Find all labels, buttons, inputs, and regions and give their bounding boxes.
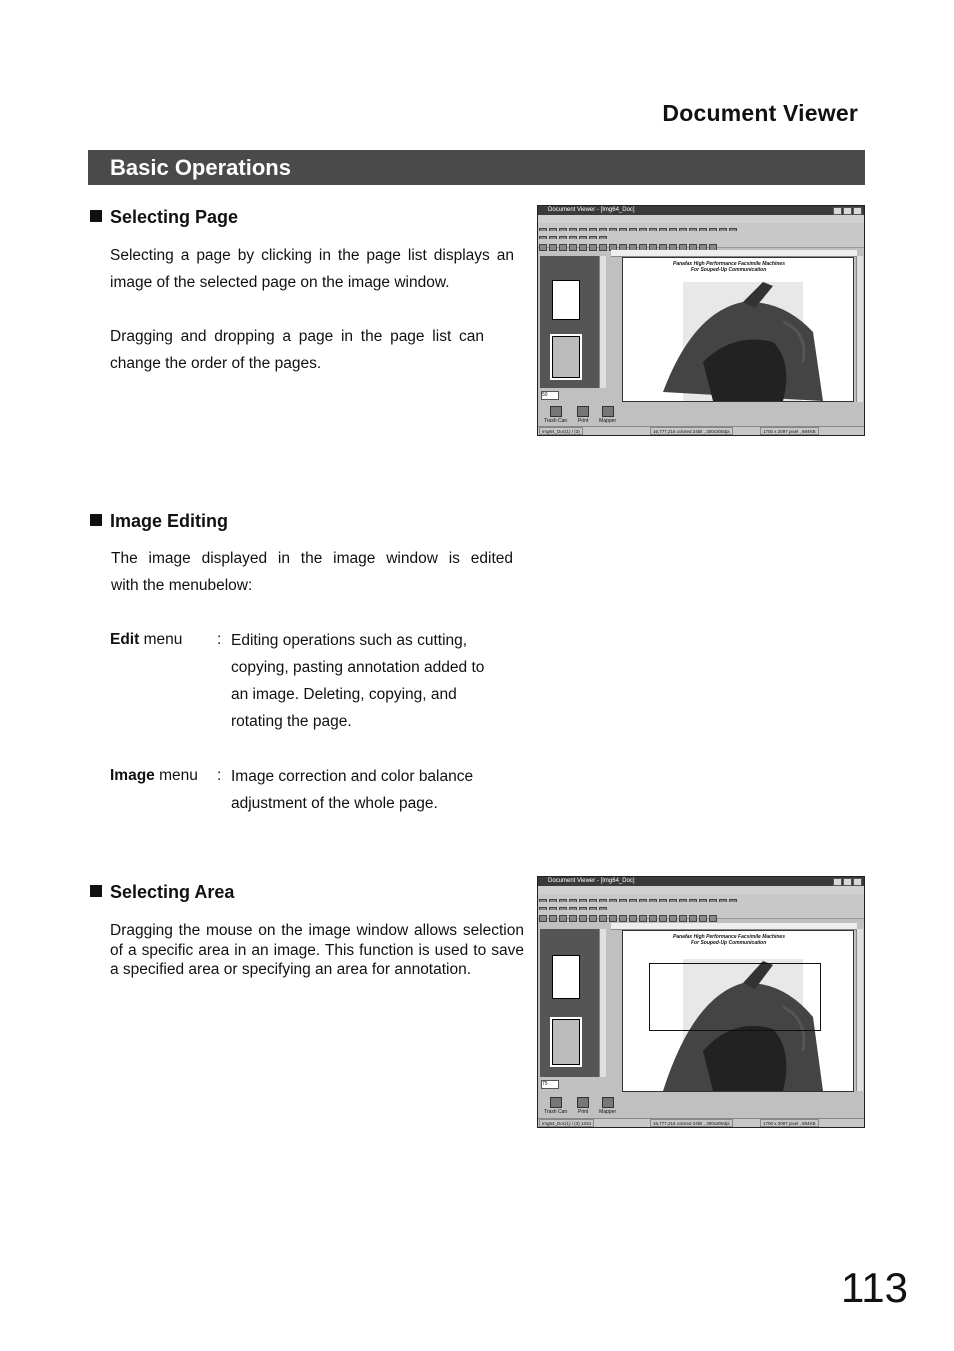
page-list-scrollbar xyxy=(599,929,606,1077)
mapper-button: Mapper xyxy=(599,406,616,424)
image-window: Panafax High Performance Facsimile Machines For Souped-Up Communication xyxy=(622,930,854,1092)
horizontal-ruler xyxy=(611,923,857,930)
page-list xyxy=(540,256,602,388)
minimize-icon xyxy=(833,207,842,215)
image-scrollbar xyxy=(856,256,863,402)
horizontal-ruler xyxy=(611,250,857,257)
page-thumbnail xyxy=(552,955,580,999)
trash-can-icon xyxy=(550,1097,562,1108)
section-banner xyxy=(88,150,865,185)
document-title: Document Viewer xyxy=(662,100,858,126)
mapper-icon xyxy=(602,1097,614,1108)
screenshot-area-select xyxy=(537,876,865,1128)
edit-menu-description: Editing operations such as cutting, copying, pasting annotation added to an image. Deleting, copying, and rotating the page. xyxy=(231,632,485,730)
printer-icon xyxy=(577,1097,589,1108)
maximize-icon xyxy=(843,878,852,886)
page-thumbnail-selected xyxy=(552,1019,580,1065)
image-scrollbar xyxy=(856,929,863,1091)
action-buttons xyxy=(544,1097,616,1115)
bullet-square-icon xyxy=(90,514,102,526)
window-menubar xyxy=(538,215,864,223)
printer-icon xyxy=(577,406,589,417)
image-menu-term: Image menu xyxy=(110,767,198,784)
close-icon xyxy=(853,207,862,215)
heading-image-editing: Image Editing xyxy=(90,511,228,532)
bullet-square-icon xyxy=(90,885,102,897)
page-list-scrollbar xyxy=(599,256,606,388)
image-window: Panafax High Performance Facsimile Machines For Souped-Up Communication xyxy=(622,257,854,402)
image-menu-description: Image correction and color balance adjustment of the whole page. xyxy=(231,768,474,812)
print-button: Print xyxy=(577,406,589,424)
maximize-icon xyxy=(843,207,852,215)
page-number: 113 xyxy=(841,1264,908,1311)
status-bar: Img64_Doc(1) / (3) 16,777,216 colored 24bit , 300x300dpi 1700 x 2097 pixel , 684KB xyxy=(538,426,864,435)
selecting-page-paragraph-1: Selecting a page by clicking in the page list displays an image of the selected page on the image window. xyxy=(110,247,514,291)
bullet-square-icon xyxy=(90,210,102,222)
action-buttons xyxy=(544,406,616,424)
selection-rectangle xyxy=(649,963,821,1031)
selecting-area-paragraph: Dragging the mouse on the image window allows selection of a specific area in an image. This function is used to save a specified area or specifying an area for annotation. xyxy=(110,922,524,978)
print-button: Print xyxy=(577,1097,589,1115)
page-list xyxy=(540,929,602,1077)
page-thumbnail-selected xyxy=(552,336,580,378)
page-zoom-input: 50 xyxy=(541,391,559,400)
edit-menu-colon: : xyxy=(217,631,222,648)
selecting-page-paragraph-2: Dragging and dropping a page in the page list can change the order of the pages. xyxy=(110,328,484,372)
status-bar: Img64_Doc(1) / (3) 1234 16,777,216 colored 24bit , 300x300dpi 1700 x 2097 pixel , 684KB xyxy=(538,1118,864,1127)
motorcycle-illustration xyxy=(623,272,853,401)
trash-can-button: Trash Can xyxy=(544,1097,567,1115)
page-zoom-input: 75 xyxy=(541,1080,559,1089)
page-thumbnail xyxy=(552,280,580,320)
minimize-icon xyxy=(833,878,842,886)
mapper-button: Mapper xyxy=(599,1097,616,1115)
heading-selecting-area: Selecting Area xyxy=(90,882,234,903)
window-titlebar: Document Viewer - [Img64_Doc] xyxy=(538,877,864,886)
toolbar-row-3 xyxy=(538,910,864,919)
trash-can-icon xyxy=(550,406,562,417)
mapper-icon xyxy=(602,406,614,417)
edit-menu-term: Edit menu xyxy=(110,631,183,648)
window-menubar xyxy=(538,886,864,894)
trash-can-button: Trash Can xyxy=(544,406,567,424)
image-menu-colon: : xyxy=(217,767,222,784)
close-icon xyxy=(853,878,862,886)
window-titlebar: Document Viewer - [Img64_Doc] xyxy=(538,206,864,215)
heading-selecting-page: Selecting Page xyxy=(90,207,238,228)
banner-title: Basic Operations xyxy=(110,155,291,180)
screenshot-page-select xyxy=(537,205,865,436)
toolbar-row-3 xyxy=(538,239,864,248)
image-editing-paragraph: The image displayed in the image window is edited with the menubelow: xyxy=(111,550,513,594)
